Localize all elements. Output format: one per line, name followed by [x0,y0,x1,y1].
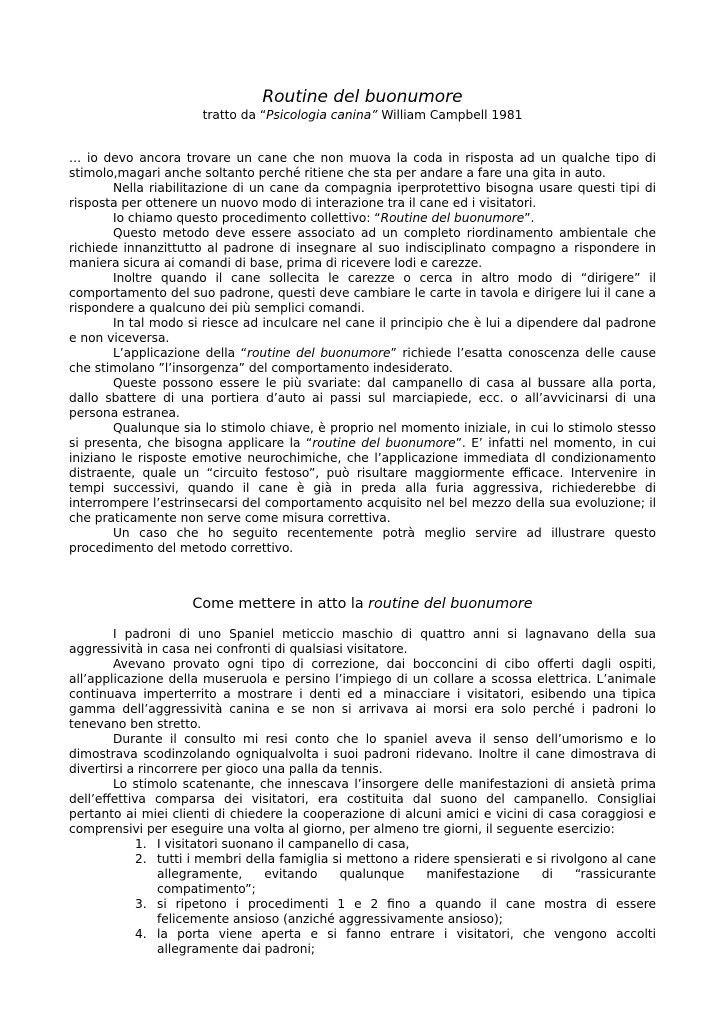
text-run: ” richiede l’esatta conoscenza delle cause che stimolano ”l’insorgenza” del comportamento indesiderato. [69,346,657,375]
section-title-text: Come mettere in atto la [192,596,369,612]
paragraph: I padroni di uno Spaniel meticcio maschio di quattro anni si lagnavano della sua aggressività in casa nei confronti di qualsiasi visitatore. [69,627,656,656]
paragraph: Questo metodo deve essere associato ad un completo riordinamento ambientale che richiede innanzittutto al padrone di insegnare al suo indisciplinato compagno a rispondere in maniera sicura ai comandi di base, prima di ricevere lodi e carezze. [69,226,656,270]
paragraph: Lo stimolo scatenante, che innescava l’insorgere delle manifestazioni di ansietà prima dell’effettiva comparsa dei visitatori, era costituita dal suono del campanello. Consigliai pertanto ai miei clienti di chiedere la cooperazione di alcuni amici e vicini di casa coraggiosi e comprensivi per eseguire una volta al giorno, per almeno tre giorni, il seguente esercizio: [69,777,656,836]
document-title: Routine del buonumore [262,87,463,107]
list-item-text: la porta viene aperta e si fanno entrare i visitatori, che vengono accolti allegramente dai padroni; [157,927,656,956]
document-subtitle [69,107,656,123]
text-run: Io chiamo questo procedimento collettivo: “ [113,211,381,225]
list-item-number: 2. [135,852,147,866]
list-item-text: tutti i membri della famiglia si mettono a ridere spensierati e si rivolgono al cane allegramente, evitando qualunque manifestazione di “rassicurante compatimento”; [157,852,656,896]
case-section [69,627,656,957]
paragraph: Nella riabilitazione di un cane da compagnia iperprotettivo bisogna usare questi tipi di risposta per ottenere un nuovo modo di interazione tra il cane ed i visitatori. [69,181,656,210]
paragraph: In tal modo si riesce ad inculcare nel cane il principio che è lui a dipendere dal padrone e non viceversa. [69,316,656,345]
paragraph: Avevano provato ogni tipo di correzione, dai bocconcini di cibo offerti dagli ospiti, all’applicazione della museruola e persino l’impiego di un collare a scossa elettrica. L’animale continuava imperterrito a mostrare i denti ed a minacciare i visitatori, esibendo una tipica gamma dell’aggressività canina e se non si arrivava ai morsi era solo perché i padroni lo tenevano ben stretto. [69,657,656,731]
text-run: Qualunque sia lo stimolo chiave, è proprio nel momento iniziale, in cui lo stimolo stesso si presenta, che bisogna applicare la “ [69,421,656,450]
text-run: L’applicazione della “ [113,346,247,360]
list-item [135,927,656,957]
subtitle-author: William Campbell 1981 [377,108,523,122]
list-item-number: 4. [135,927,147,941]
emphasis: routine del buonumore [246,346,391,360]
list-item [135,837,656,852]
paragraph: Durante il consulto mi resi conto che lo spaniel aveva il senso dell’umorismo e lo dimostrava scodinzolando ogniqualvolta i suoi padroni ridevano. Inoltre il cane dimostrava di divertirsi a rincorrere per gioco una palla da tennis. [69,732,656,776]
list-item-number: 1. [135,837,147,851]
emphasis: Routine del buonumore [380,211,525,225]
paragraph: Inoltre quando il cane sollecita le carezze o cerca in altro modo di “dirigere” il comportamento del suo padrone, questi deve cambiare le carte in tavola e dirigere lui il cane a rispondere a qualcuno dei più semplici comandi. [69,271,656,315]
paragraph: … io devo ancora trovare un cane che non muova la coda in risposta ad un qualche tipo di stimolo,magari anche soltanto perché ritiene che sta per andare a fare una gita in auto. [69,151,656,180]
section-title-emphasis: routine del buonumore [368,596,533,612]
subtitle-prefix: tratto da “ [202,108,267,122]
paragraph [69,421,656,526]
paragraph [69,346,656,376]
text-run: ”. [524,211,535,225]
exercise-steps-list [69,837,656,957]
list-item-text: si ripetono i procedimenti 1 e 2 fino a quando il cane mostra di essere felicemente ansioso (anziché aggressivamente ansioso); [157,897,656,926]
section-title [69,594,656,614]
intro-section [69,151,656,556]
list-item [135,897,656,927]
emphasis: routine del buonumore [312,436,456,450]
list-item [135,852,656,897]
paragraph: Queste possono essere le più svariate: dal campanello di casa al bussare alla porta, dallo sbattere di una portiera d’auto ai passi sul marciapiede, ecc. o all’avvicinarsi di una persona estranea. [69,376,656,420]
list-item-text: I visitatori suonano il campanello di casa, [157,837,410,851]
paragraph [69,211,656,226]
text-run: ”. E’ infatti nel momento, in cui iniziano le risposte emotive neurochimiche, che l’applicazione immediata dl condizionamento distraente, quale un “circuito festoso”, può risultare maggiormente efficace. Intervenire in tempi successivi, quando il cane è già in preda alla furia aggressiva, richiederebbe di interrompere l’estrinsecarsi del comportamento acquisito nel bel mezzo della sua evoluzione; il che praticamente non serve come misura correttiva. [69,436,656,525]
paragraph: Un caso che ho seguito recentemente potrà meglio servire ad illustrare questo procedimento del metodo correttivo. [69,526,656,555]
subtitle-book-title: Psicologia canina” [266,108,378,122]
list-item-number: 3. [135,897,147,911]
